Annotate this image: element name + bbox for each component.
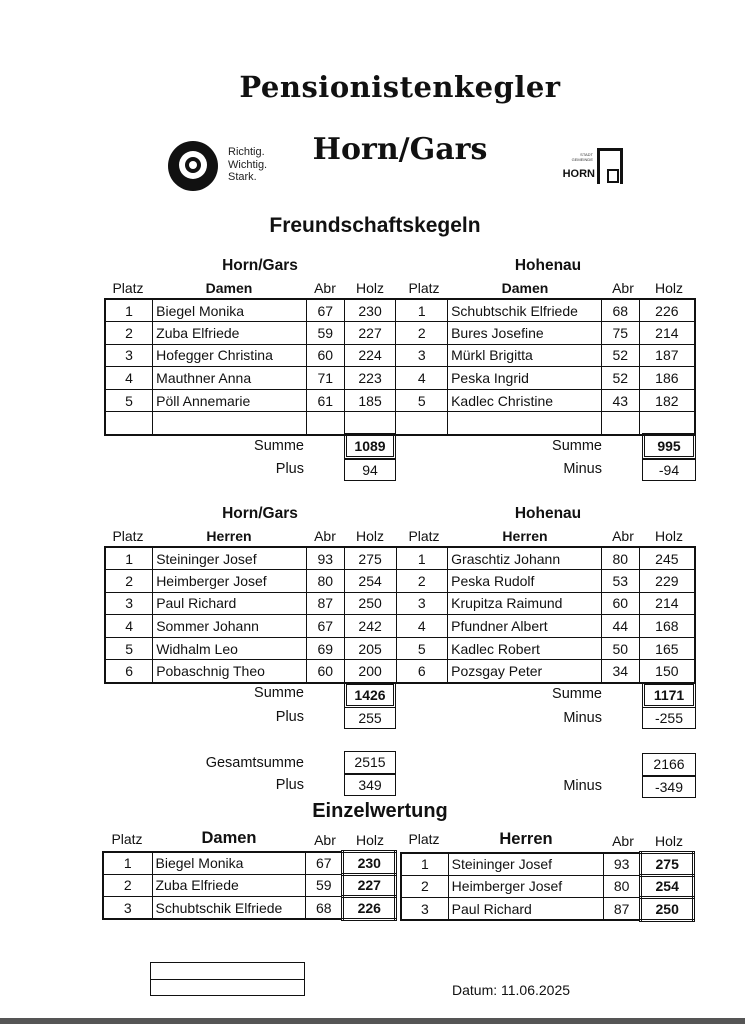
cell-name: Paul Richard [448, 898, 603, 921]
col-abr: Abr [314, 280, 336, 296]
cell-name: Widhalm Leo [153, 637, 307, 660]
cell-abr: 34 [601, 660, 639, 683]
table-row-empty [105, 412, 695, 435]
cell-abr: 80 [601, 547, 639, 570]
slogan-line: Richtig. [228, 146, 265, 158]
page-subtitle: Horn/Gars [312, 132, 488, 167]
cell-abr: 68 [601, 299, 639, 322]
cell-abr: 68 [306, 897, 343, 920]
cell-abr: 69 [306, 637, 344, 660]
cell-abr: 52 [601, 344, 639, 367]
cell-abr: 67 [306, 852, 343, 875]
cell-platz: 2 [396, 570, 448, 593]
slogan-line: Stark. [228, 171, 257, 183]
cell-holz: 187 [639, 344, 695, 367]
cell-holz: 275 [344, 547, 396, 570]
cell-empty [306, 412, 344, 435]
col-platz: Platz [112, 528, 144, 544]
col-damen: Damen [205, 280, 253, 296]
gesamtsumme-label: Gesamtsumme [205, 755, 304, 771]
party-logo-icon [168, 141, 218, 191]
table-row [105, 570, 695, 593]
cell-platz: 1 [103, 852, 152, 875]
cell-abr: 43 [601, 389, 639, 412]
table-row [103, 852, 396, 875]
cell-platz: 3 [105, 592, 153, 615]
cell-abr: 59 [306, 322, 344, 345]
cell-holz: 275 [641, 853, 694, 876]
table-row [105, 615, 695, 638]
cell-holz: 229 [639, 570, 695, 593]
cell-empty [448, 412, 602, 435]
cell-holz: 242 [344, 615, 396, 638]
cell-name: Mürkl Brigitta [448, 344, 602, 367]
cell-name: Krupitza Raimund [448, 592, 602, 615]
col-holz: Holz [355, 528, 384, 544]
cell-holz: 168 [639, 615, 695, 638]
table-row [105, 322, 695, 345]
cell-platz: 1 [396, 299, 448, 322]
col-herren: Herren [499, 830, 553, 848]
cell-platz: 6 [105, 660, 153, 683]
team-name-left: Horn/Gars [222, 257, 298, 274]
city-mark-icon [597, 148, 623, 184]
cell-holz: 224 [344, 344, 396, 367]
cell-abr: 71 [306, 367, 344, 390]
cell-name: Paul Richard [153, 592, 307, 615]
table-row [105, 592, 695, 615]
cell-name: Schubtschik Elfriede [152, 897, 306, 920]
cell-holz: 200 [344, 660, 396, 683]
cell-platz: 4 [396, 615, 448, 638]
cell-holz: 205 [344, 637, 396, 660]
cell-holz: 165 [639, 637, 695, 660]
cell-platz: 1 [105, 299, 153, 322]
col-platz: Platz [112, 280, 144, 296]
table-row [105, 299, 695, 322]
cell-abr: 67 [306, 615, 344, 638]
gesamt-diff-left: 349 [344, 774, 396, 796]
cell-holz: 226 [343, 897, 396, 920]
cell-platz: 3 [396, 592, 448, 615]
cell-platz: 2 [103, 874, 152, 897]
cell-platz: 1 [396, 547, 448, 570]
gesamt-diff-label: Minus [563, 778, 602, 794]
cell-empty [639, 412, 695, 435]
cell-platz: 6 [396, 660, 448, 683]
cell-holz: 182 [639, 389, 695, 412]
table-row [105, 637, 695, 660]
cell-name: Kadlec Robert [448, 637, 602, 660]
signature-box [150, 962, 305, 996]
col-platz: Platz [408, 528, 440, 544]
cell-name: Graschtiz Johann [448, 547, 602, 570]
table-row [401, 898, 694, 921]
cell-platz: 5 [396, 637, 448, 660]
cell-abr: 60 [306, 660, 344, 683]
cell-platz: 5 [105, 637, 153, 660]
diff-label: Plus [275, 709, 304, 725]
table-row [105, 389, 695, 412]
cell-platz: 4 [396, 367, 448, 390]
cell-platz: 4 [105, 615, 153, 638]
cell-name: Heimberger Josef [448, 875, 603, 898]
col-platz: Platz [408, 280, 440, 296]
col-damen: Damen [201, 829, 257, 847]
col-holz: Holz [355, 280, 384, 296]
cell-abr: 93 [603, 853, 641, 876]
cell-abr: 80 [306, 570, 344, 593]
col-platz: Platz [111, 831, 143, 847]
col-abr: Abr [612, 528, 634, 544]
gesamtsumme-right: 2166 [642, 753, 696, 776]
cell-name: Biegel Monika [153, 299, 307, 322]
col-abr: Abr [612, 280, 634, 296]
damen-table [104, 298, 696, 436]
cell-holz: 250 [641, 898, 694, 921]
cell-empty [105, 412, 153, 435]
cell-abr: 44 [601, 615, 639, 638]
gesamtsumme-left: 2515 [344, 751, 396, 774]
cell-name: Sommer Johann [153, 615, 307, 638]
table-row [103, 874, 396, 897]
city-logo-small-text [557, 152, 593, 162]
cell-platz: 2 [105, 570, 153, 593]
cell-name: Kadlec Christine [448, 389, 602, 412]
diff-label: Minus [563, 710, 602, 726]
diff-value: -255 [642, 707, 696, 729]
cell-holz: 185 [344, 389, 396, 412]
diff-label: Minus [563, 461, 602, 477]
diff-label: Plus [275, 461, 304, 477]
cell-holz: 214 [639, 322, 695, 345]
team-name-right: Hohenau [514, 257, 582, 274]
col-holz: Holz [355, 832, 384, 848]
cell-holz: 227 [344, 322, 396, 345]
cell-platz: 3 [396, 344, 448, 367]
cell-abr: 87 [306, 592, 344, 615]
cell-holz: 223 [344, 367, 396, 390]
cell-platz: 5 [396, 389, 448, 412]
cell-platz: 3 [105, 344, 153, 367]
cell-name: Pozsgay Peter [448, 660, 602, 683]
cell-abr: 93 [306, 547, 344, 570]
table-row [401, 875, 694, 898]
summe-label: Summe [552, 438, 602, 454]
cell-platz: 1 [401, 853, 448, 876]
diff-value: 94 [344, 459, 396, 481]
cell-name: Pobaschnig Theo [153, 660, 307, 683]
city-logo [555, 146, 635, 186]
cell-platz: 5 [105, 389, 153, 412]
cell-platz: 1 [105, 547, 153, 570]
date-label: Datum: 11.06.2025 [452, 982, 571, 998]
col-holz: Holz [654, 280, 683, 296]
cell-abr: 60 [306, 344, 344, 367]
cell-empty [396, 412, 448, 435]
cell-holz: 226 [639, 299, 695, 322]
cell-abr: 53 [601, 570, 639, 593]
cell-name: Heimberger Josef [153, 570, 307, 593]
cell-abr: 75 [601, 322, 639, 345]
summe-value: 1089 [344, 433, 396, 459]
cell-holz: 214 [639, 592, 695, 615]
summe-value: 995 [642, 433, 696, 459]
cell-empty [344, 412, 396, 435]
table-row [105, 367, 695, 390]
scan-edge [0, 1018, 745, 1024]
cell-holz: 254 [641, 875, 694, 898]
cell-holz: 150 [639, 660, 695, 683]
summe-value: 1426 [344, 682, 396, 708]
col-abr: Abr [314, 528, 336, 544]
cell-name: Biegel Monika [152, 852, 306, 875]
city-logo-line: GEMEINDE [571, 157, 593, 162]
cell-abr: 52 [601, 367, 639, 390]
table-row [401, 853, 694, 876]
einzel-damen-table [102, 850, 397, 921]
col-herren: Herren [502, 528, 548, 544]
col-platz: Platz [408, 831, 440, 847]
cell-name: Mauthner Anna [153, 367, 307, 390]
cell-holz: 250 [344, 592, 396, 615]
logo-slogan [228, 146, 267, 184]
cell-abr: 50 [601, 637, 639, 660]
col-holz: Holz [654, 528, 683, 544]
cell-abr: 67 [306, 299, 344, 322]
cell-holz: 245 [639, 547, 695, 570]
einzel-title: Einzelwertung [312, 800, 448, 822]
table-row [105, 547, 695, 570]
city-logo-line: STADT [580, 152, 593, 157]
cell-name: Steininger Josef [448, 853, 603, 876]
cell-platz: 3 [103, 897, 152, 920]
cell-abr: 80 [603, 875, 641, 898]
cell-name: Peska Rudolf [448, 570, 602, 593]
summe-label: Summe [254, 438, 304, 454]
table-row [105, 660, 695, 683]
cell-name: Steininger Josef [153, 547, 307, 570]
cell-name: Peska Ingrid [448, 367, 602, 390]
cell-name: Bures Josefine [448, 322, 602, 345]
cell-abr: 61 [306, 389, 344, 412]
cell-platz: 2 [105, 322, 153, 345]
cell-abr: 87 [603, 898, 641, 921]
slogan-line: Wichtig. [228, 158, 268, 171]
cell-name: Pöll Annemarie [153, 389, 307, 412]
cell-name: Schubtschik Elfriede [448, 299, 602, 322]
cell-abr: 60 [601, 592, 639, 615]
city-logo-name: HORN [562, 168, 595, 180]
col-herren: Herren [206, 528, 252, 544]
herren-table [104, 546, 696, 684]
cell-platz: 3 [401, 898, 448, 921]
gesamt-diff-label: Plus [275, 777, 304, 793]
col-holz: Holz [654, 833, 683, 849]
table-row [105, 344, 695, 367]
cell-holz: 186 [639, 367, 695, 390]
cell-empty [153, 412, 307, 435]
summe-label: Summe [254, 685, 304, 701]
cell-holz: 230 [343, 852, 396, 875]
cell-holz: 230 [344, 299, 396, 322]
col-damen: Damen [501, 280, 549, 296]
col-abr: Abr [314, 832, 336, 848]
cell-name: Zuba Elfriede [153, 322, 307, 345]
cell-name: Pfundner Albert [448, 615, 602, 638]
page-title: Pensionistenkegler [239, 70, 561, 104]
col-abr: Abr [612, 833, 634, 849]
cell-holz: 227 [343, 874, 396, 897]
cell-platz: 2 [396, 322, 448, 345]
gesamt-diff-right: -349 [642, 776, 696, 798]
summe-value: 1171 [642, 682, 696, 708]
cell-name: Zuba Elfriede [152, 874, 306, 897]
cell-abr: 59 [306, 874, 343, 897]
cell-holz: 254 [344, 570, 396, 593]
diff-value: 255 [344, 707, 396, 729]
summe-label: Summe [552, 686, 602, 702]
table-row [103, 897, 396, 920]
team-name-right: Hohenau [514, 505, 582, 522]
cell-name: Hofegger Christina [153, 344, 307, 367]
cell-empty [601, 412, 639, 435]
diff-value: -94 [642, 459, 696, 481]
cell-platz: 4 [105, 367, 153, 390]
team-name-left: Horn/Gars [222, 505, 298, 522]
section-title: Freundschaftskegeln [269, 214, 481, 237]
cell-platz: 2 [401, 875, 448, 898]
einzel-herren-table [400, 851, 695, 922]
